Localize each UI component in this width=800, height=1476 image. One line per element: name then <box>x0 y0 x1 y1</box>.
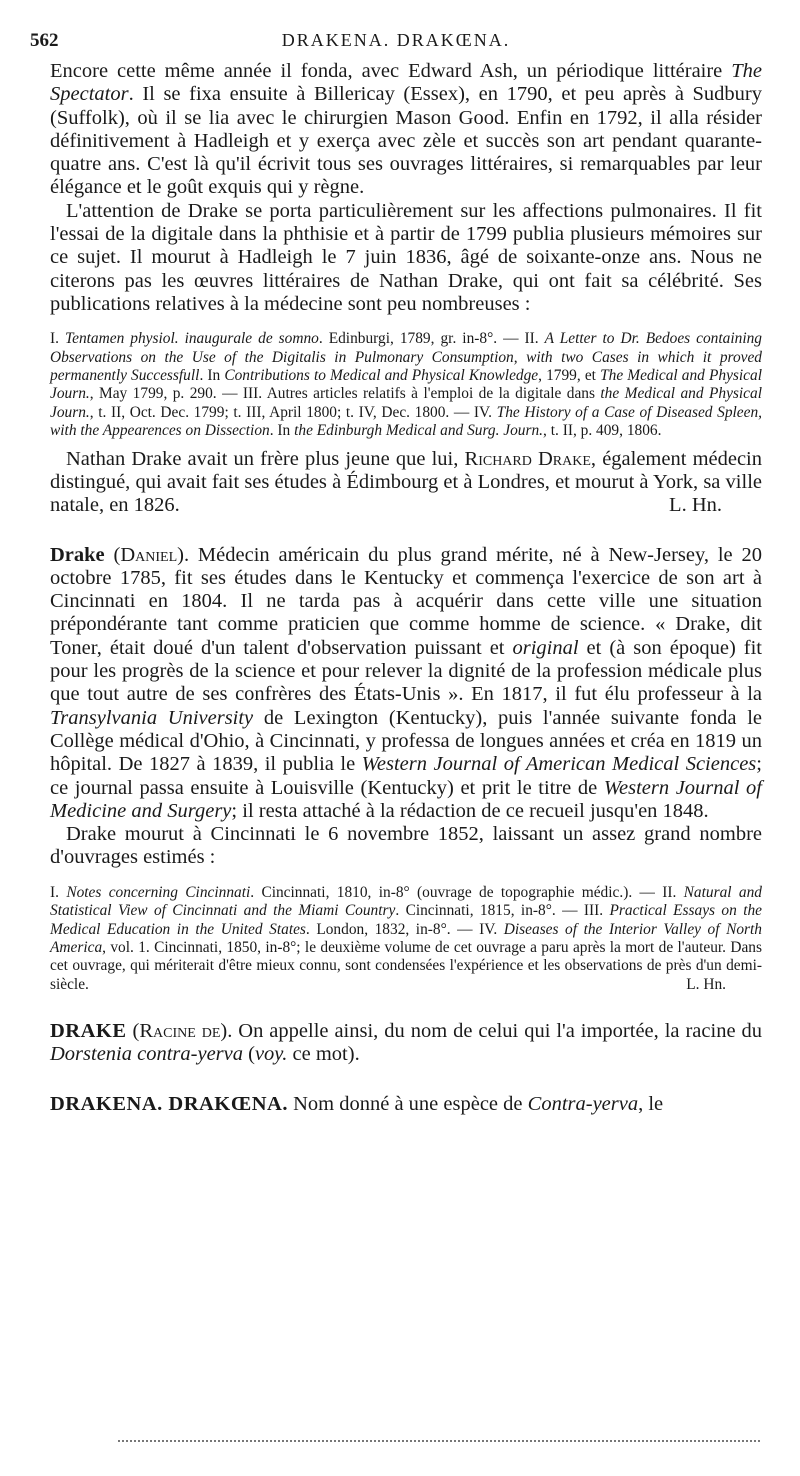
italic-title: Transylvania University <box>50 706 254 729</box>
richard-drake-paragraph <box>50 448 762 518</box>
nathan-bibliography <box>50 330 762 440</box>
italic-title: Notes concerning Cincinnati <box>66 883 251 901</box>
italic-title: The History of a Case of Diseased Spleen, with the Appearences on Dissection <box>50 403 763 440</box>
text-run: ce mot). <box>287 1043 360 1066</box>
text-run: , le <box>638 1092 664 1115</box>
italic-title: Practical Essays on the Medical Education in the United States <box>50 902 763 938</box>
drakena-entry <box>50 1093 762 1116</box>
italic-term: Contra-yerva <box>527 1092 639 1115</box>
text-run: , May 1799, p. 290. — III. Autres articles relatifs à l'emploi de la digitale dans <box>89 385 601 403</box>
text-run: ; il resta attaché à la rédaction de ce recueil jusqu'en 1848. <box>231 799 709 822</box>
running-title: DRAKENA. DRAKŒNA. <box>281 30 511 50</box>
italic-title: the Edinburgh Medical and Surg. Journ. <box>294 422 544 440</box>
text-run: ). Médecin américain du plus grand mérite, né à New-Jersey, le 20 octobre 1785, fit ses études dans le Kentucky et commença l'exercice de son art à Cincinnati en 1804. Il ne tarda pas à acquérir dans cette ville une situation prépondérante tant comme praticien que comme homme de science. « Drake, dit Toner, était doué d'un talent d'observation puissant et <box>50 543 762 659</box>
italic-title: Contributions to Medical and Physical Knowledge <box>224 367 539 385</box>
italic-title: A Letter to Dr. Bedoes containing Observations on the Use of the Digitalis in Pulmonary Consumption, with two Cases in which it proved permanently Successfull <box>50 330 762 385</box>
entry-qualifier: Racine de <box>139 1020 221 1043</box>
text-run: Encore cette même année il fonda, avec Edward Ash, un périodique littéraire <box>50 60 732 82</box>
italic-term: Dorstenia contra-yerva <box>50 1043 243 1066</box>
page-content <box>50 60 762 1116</box>
text-run: ; ce journal passa ensuite à Louisville (Kentucky) et prit le titre de <box>50 753 762 799</box>
text-run: . In <box>269 422 295 440</box>
entry-headword: DRAKE <box>50 1020 127 1043</box>
footer-dotted-rule <box>118 1440 760 1446</box>
nathan-paragraph-2: L'attention de Drake se porta particulièrement sur les affections pulmonaires. Il fit l'essai de la digitale dans la phthisie et à partir de 1799 publia plusieurs mémoires sur ce sujet. Il mourut à Hadleigh le 7 juin 1836, âgé de soixante-onze ans. Nous ne citerons pas les œuvres littéraires de Nathan Drake, qui ont fait sa célébrité. Ses publications relatives à la médecine sont peu nombreuses : <box>50 199 762 315</box>
text-run: I. <box>50 883 67 901</box>
italic-title: Tentamen physiol. inaugurale de somno <box>64 330 319 348</box>
text-run: , t. II, p. 409, 1806. <box>543 422 662 440</box>
text-run: Nathan Drake avait un frère plus jeune que lui, <box>66 447 465 470</box>
text-run: . Cincinnati, 1815, in-8°. — III. <box>395 902 610 920</box>
page-number: 562 <box>30 30 59 51</box>
text-run: , 1799, et <box>538 367 601 385</box>
text-run: . In <box>199 367 225 385</box>
text-run: I. <box>50 330 65 348</box>
entry-firstname: Daniel <box>120 543 178 566</box>
italic-word: original <box>512 636 579 659</box>
entry-headword: Drake <box>50 543 105 566</box>
daniel-bibliography <box>50 884 762 994</box>
text-run: . Cincinnati, 1810, in-8° (ouvrage de topographie médic.). — II. <box>250 883 684 901</box>
italic-title: the Medical and Physical Journ. <box>50 385 762 421</box>
italic-title: Western Journal of American Medical Sciences <box>361 753 757 776</box>
italic-term: voy. <box>254 1043 288 1066</box>
page-header <box>30 30 762 54</box>
person-name: Richard Drake <box>464 447 591 470</box>
daniel-drake-paragraph-2: Drake mourut à Cincinnati le 6 novembre 1852, laissant un assez grand nombre d'ouvrages estimés : <box>50 823 762 869</box>
text-run: ( <box>243 1043 255 1066</box>
text-run: et (à son époque) fit pour les progrès de la science et pour relever la dignité de la profession médicale plus que tout autre de ses confrères des États-Unis ». En 1817, il fut élu professeur à la <box>50 636 762 706</box>
text-run: . London, 1832, in-8°. — IV. <box>305 920 504 938</box>
italic-title: Western Journal of Medicine and Surgery <box>50 776 763 822</box>
italic-title: The Medical and Physical Journ. <box>50 367 762 403</box>
text-run: ). On appelle ainsi, du nom de celui qui l'a importée, la racine du <box>220 1020 762 1043</box>
italic-title: Diseases of the Interior Valley of North America <box>50 920 763 956</box>
author-signature: L. Hn. <box>669 494 722 517</box>
text-run: . Edinburgi, 1789, gr. in-8°. — II. <box>318 330 545 348</box>
entry-headword: DRAKENA. DRAKŒNA. <box>50 1092 288 1115</box>
text-run: , t. II, Oct. Dec. 1799; t. III, April 1800; t. IV, Dec. 1800. — IV. <box>89 403 497 421</box>
italic-title: Natural and Statistical View of Cincinnati and the Miami Country <box>50 883 762 920</box>
daniel-drake-entry: Drake (Daniel). Médecin américain du plus grand mérite, né à New-Jersey, le 20 octobre 1785, fit ses études dans le Kentucky et commença l'exercice de son art à Cincinnati en 1804. Il ne tarda pas à acquérir dans cette ville une situation prépondérante tant comme praticien que comme homme de science. « Drake, dit Toner, était doué d'un talent d'observation puissant et original et (à son époque) fit pour les progrès de la science et pour relever la dignité de la profession médicale plus que tout autre de ses confrères des États-Unis ». En 1817, il fut élu professeur à la Transylvania University de Lexington (Kentucky), puis l'année suivante fonda le Collège médical d'Ohio, à Cincinnati, y professa de longues années et créa en 1819 un hôpital. De 1827 à 1839, il publia le Western Journal of American Medical Sciences; ce journal passa ensuite à Louisville (Kentucky) et prit le titre de Western Journal of Medicine and Surgery; il resta attaché à la rédaction de ce recueil jusqu'en 1848. <box>50 543 763 822</box>
author-signature: L. Hn. <box>686 975 726 993</box>
text-run: . Il se fixa ensuite à Billericay (Essex), en 1790, et peu après à Sudbury (Suffolk), où il se lia avec le chirurgien Mason Good. Enfin en 1792, il alla résider définitivement à Hadleigh et y exerça avec zèle et succès son art pendant quarante-quatre ans. C'est là qu'il écrivit tous ses ouvrages littéraires, si remarquables par leur élégance et le goût exquis qui y règne. <box>50 83 762 199</box>
text-run: Nom donné à une espèce de <box>287 1092 528 1115</box>
text-run: , également médecin distingué, qui avait fait ses études à Édimbourg et à Londres, et mourut à York, sa ville natale, en 1826. <box>50 447 763 517</box>
nathan-paragraph-1 <box>50 60 762 200</box>
italic-title: The Spectator <box>50 60 762 106</box>
text-run: de Lexington (Kentucky), puis l'année suivante fonda le Collège médical d'Ohio, à Cincinnati, y professa de longues années et créa en 1819 un hôpital. De 1827 à 1839, il publia le <box>50 706 763 776</box>
drake-racine-entry: DRAKE (Racine de). On appelle ainsi, du nom de celui qui l'a importée, la racine du Dorstenia contra-yerva (voy. ce mot). <box>50 1020 762 1066</box>
text-run: , vol. 1. Cincinnati, 1850, in-8°; le deuxième volume de cet ouvrage a paru après la mort de l'auteur. Dans cet ouvrage, qui mériterait d'être mieux connu, sont condensées l'expérience et les observations de près d'un demi-siècle. <box>50 938 762 993</box>
